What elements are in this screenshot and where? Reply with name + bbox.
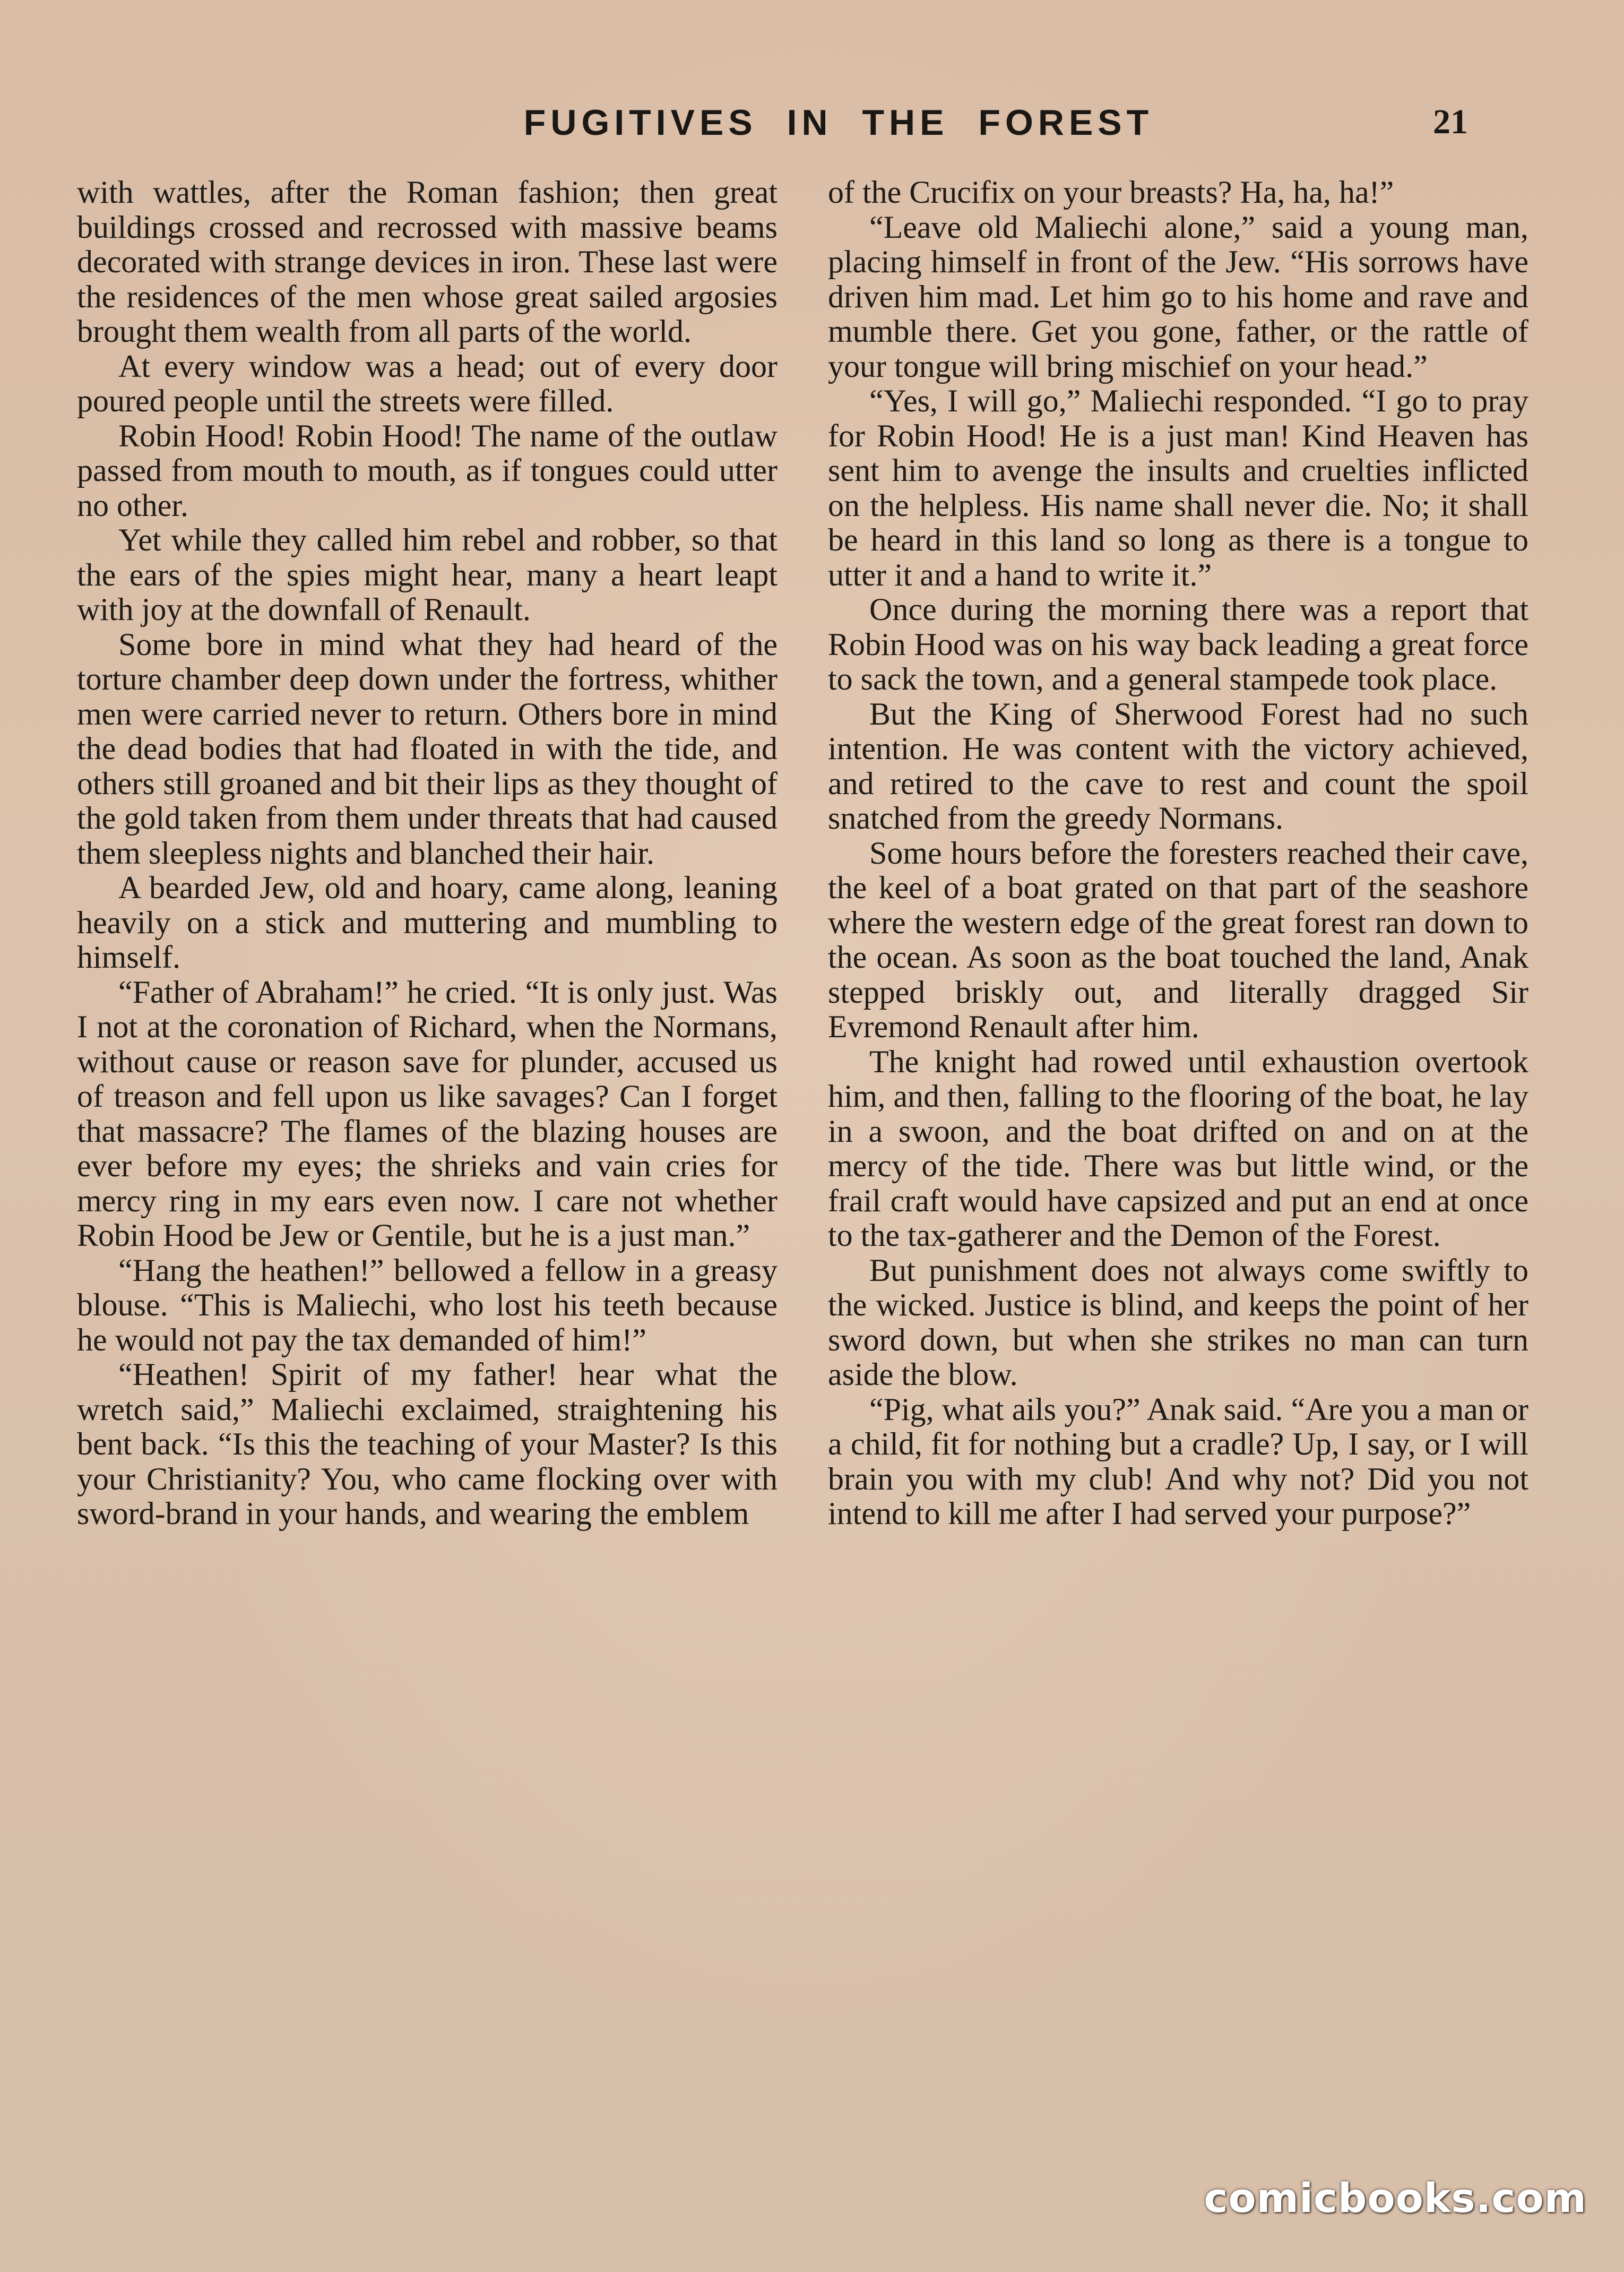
paragraph: “Yes, I will go,” Maliechi responded. “I go to pray for Robin Hood! He is a just man! Kind Heaven has sent him to avenge the insults and cruelties inflicted on the helpless. His name shall never die. No; it shall be heard in this land so long as there is a tongue to utter it and a hand to write it.” [828,383,1528,592]
paragraph: Yet while they called him rebel and robber, so that the ears of the spies might hear, many a heart leapt with joy at the downfall of Renault. [77,522,778,627]
right-column [828,175,1528,2155]
paragraph: A bearded Jew, old and hoary, came along, leaning heavily on a stick and muttering and mumbling to himself. [77,870,778,975]
paragraph: “Leave old Maliechi alone,” said a young man, placing himself in front of the Jew. “His sorrows have driven him mad. Let him go to his home and rave and mumble there. Get you gone, father, or the rattle of your tongue will bring mischief on your head.” [828,209,1528,384]
paragraph: “Heathen! Spirit of my father! hear what the wretch said,” Maliechi exclaimed, straightening his bent back. “Is this the teaching of your Master? Is this your Christianity? You, who came flocking over with sword-brand in your hands, and wearing the emblem [77,1357,778,1531]
paragraph: “Father of Abraham!” he cried. “It is only just. Was I not at the coronation of Richard, when the Normans, without cause or reason save for plunder, accused us of treason and fell upon us like savages? Can I forget that massacre? The flames of the blazing houses are ever before my eyes; the shrieks and vain cries for mercy ring in my ears even now. I care not whether Robin Hood be Jew or Gentile, but he is a just man.” [77,974,778,1253]
running-title: FUGITIVES IN THE FOREST [523,102,1154,143]
paragraph: The knight had rowed until exhaustion overtook him, and then, falling to the flooring of the boat, he lay in a swoon, and the boat drifted on and on at the mercy of the tide. There was but little wind, or the frail craft would have capsized and put an end at once to the tax-gatherer and the Demon of the Forest. [828,1044,1528,1253]
paragraph: At every window was a head; out of every door poured people until the streets were filled. [77,348,778,418]
site-watermark: comicbooks.com [1204,2174,1587,2222]
paragraph: Some bore in mind what they had heard of the torture chamber deep down under the fortress, whither men were carried never to return. Others bore in mind the dead bodies that had floated in with the tide, and others still groaned and bit their lips as they thought of the gold taken from them under threats that had caused them sleepless nights and blanched their hair. [77,626,778,871]
paragraph: Some hours before the foresters reached their cave, the keel of a boat grated on that part of the seashore where the western edge of the great forest ran down to the ocean. As soon as the boat touched the land, Anak stepped briskly out, and literally dragged Sir Evremond Renault after him. [828,835,1528,1044]
paragraph: “Pig, what ails you?” Anak said. “Are you a man or a child, fit for nothing but a cradle? Up, I say, or I will brain you with my club! And why not? Did you not intend to kill me after I had served your purpose?” [828,1391,1528,1531]
paragraph: But punishment does not always come swiftly to the wicked. Justice is blind, and keeps the point of her sword down, but when she strikes no man can turn aside the blow. [828,1252,1528,1392]
paragraph: with wattles, after the Roman fashion; then great buildings crossed and recrossed with massive beams decorated with strange devices in iron. These last were the residences of the men whose great sailed argosies brought them wealth from all parts of the world. [77,175,778,349]
paragraph: But the King of Sherwood Forest had no such intention. He was content with the victory achieved, and retired to the cave to rest and count the spoil snatched from the greedy Normans. [828,696,1528,836]
paragraph: Robin Hood! Robin Hood! The name of the outlaw passed from mouth to mouth, as if tongues could utter no other. [77,418,778,523]
paragraph: “Hang the heathen!” bellowed a fellow in a greasy blouse. “This is Maliechi, who lost his teeth because he would not pay the tax demanded of him!” [77,1252,778,1357]
paragraph: of the Crucifix on your breasts? Ha, ha, ha!” [828,175,1394,210]
left-column [77,175,778,2155]
page-header [74,90,1539,159]
paragraph: Once during the morning there was a report that Robin Hood was on his way back leading a great force to sack the town, and a general stampede took place. [828,592,1528,696]
page-number: 21 [1433,102,1468,141]
